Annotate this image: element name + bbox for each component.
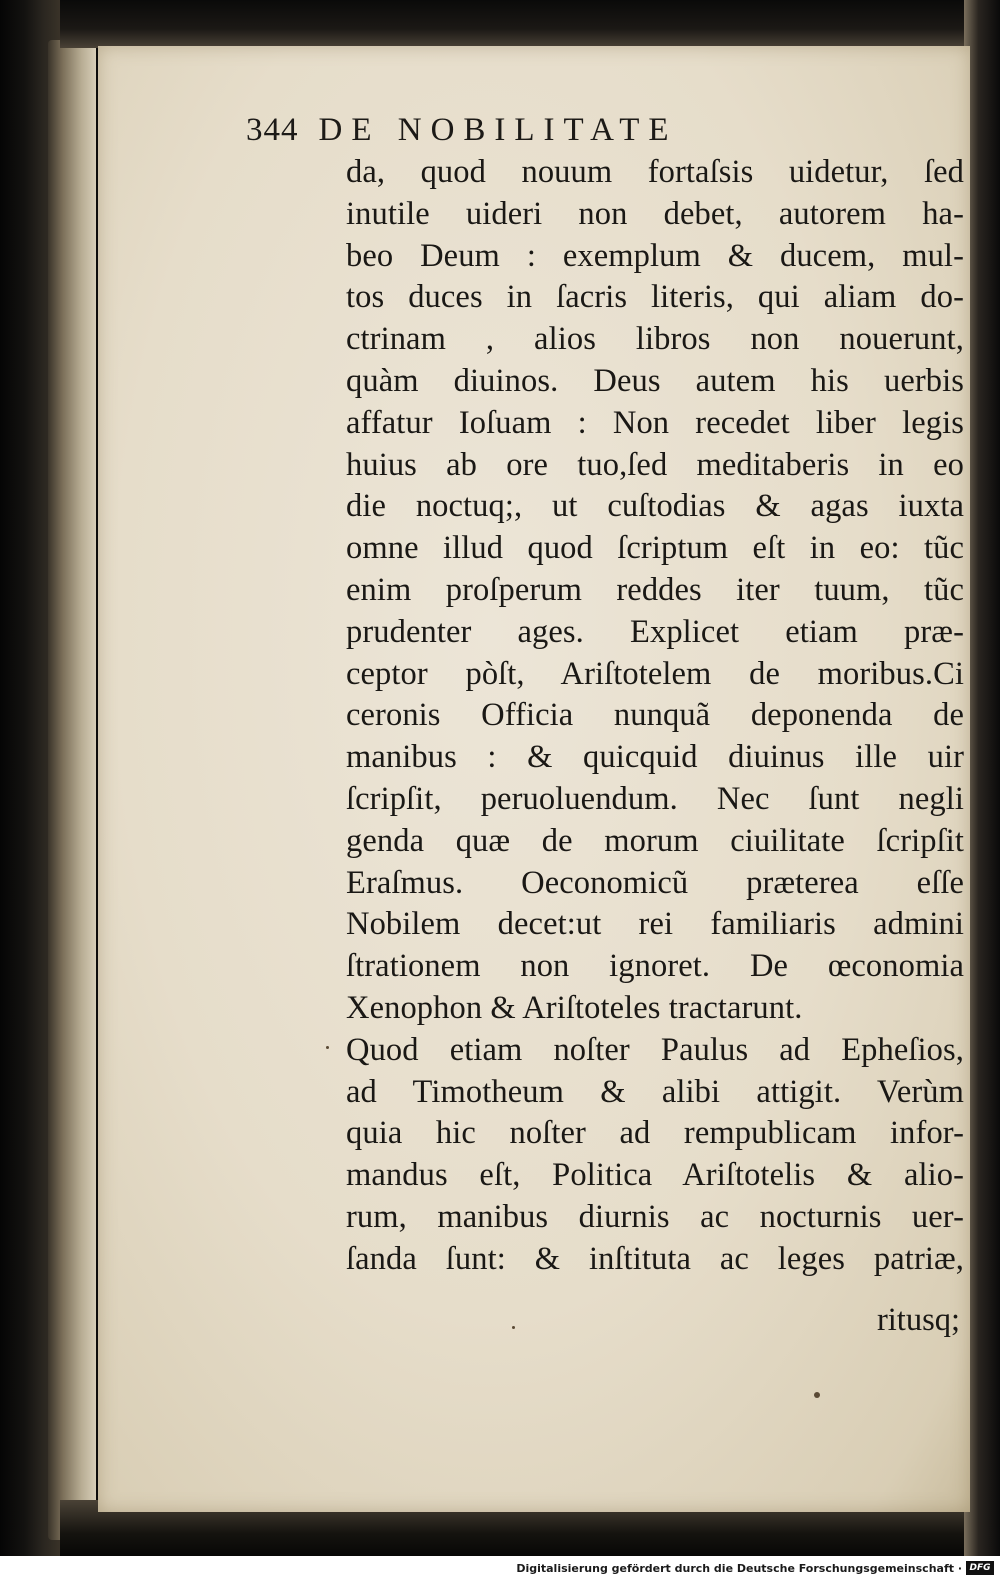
text-line: ceronis Officia nunquã deponenda de [346,697,964,734]
text-line: affatur Ioſuam : Non recedet liber legis [346,404,964,441]
paper-speck [814,1392,820,1398]
digitization-credit: Digitalisierung gefördert durch die Deutsche Forschungsgemeinschaft · [516,1562,962,1575]
text-line: enim proſperum reddes iter tuum, tũc [346,571,964,608]
text-line: Nobilem decet:ut rei familiaris admini [346,906,964,943]
text-line: mandus eſt, Politica Ariſtotelis & alio- [346,1157,964,1194]
text-line: huius ab ore tuo,ſed meditaberis in eo [346,446,964,483]
text-line: ctrinam , alios libros non nouerunt, [346,321,964,358]
text-line: Eraſmus. Oeconomicũ præterea eſſe [346,864,964,901]
catchword: ritusq; [876,1302,960,1338]
text-line: quàm diuinos. Deus autem his uerbis [346,362,964,399]
text-line: tos duces in ſacris literis, qui aliam do- [346,279,964,316]
text-line: die noctuq;, ut cuſtodias & agas iuxta [346,488,964,525]
text-line: manibus : & quicquid diuinus ille uir [346,739,964,776]
text-line: ad Timotheum & alibi attigit. Verùm [346,1073,964,1110]
text-line: ſtrationem non ignoret. De œconomia [346,948,964,985]
text-line: prudenter ages. Explicet etiam præ- [346,613,964,650]
text-line: quia hic noſter ad rempublicam infor- [346,1115,964,1152]
text-line: ſcripſit, peruoluendum. Nec ſunt negli [346,780,964,817]
text-line: genda quæ de morum ciuilitate ſcripſit [346,822,964,859]
text-line: rum, manibus diurnis ac nocturnis uer- [346,1198,964,1235]
text-line: omne illud quod ſcriptum eſt in eo: tũc [346,530,964,567]
page-stack-edge [48,40,96,1540]
text-line: beo Deum : exemplum & ducem, mul- [346,237,964,274]
running-head-title: DE NOBILITATE [318,112,678,148]
text-line: da, quod nouum fortaſsis uidetur, ſed [346,154,964,190]
paper-speck [512,1326,515,1329]
text-line: inutile uideri non debet, autorem ha- [346,195,964,232]
scan-top-edge [60,0,970,48]
dfg-logo: DFG [966,1561,994,1575]
paper-speck [326,1046,329,1049]
text-line: ſanda ſunt: & inſtituta ac leges patriæ, [346,1240,964,1277]
text-line: ceptor pòſt, Ariſtotelem de moribus.Ci [346,655,964,692]
running-head [246,112,906,149]
body-text [346,152,964,1281]
page-number: 344 [246,112,299,148]
text-line: Xenophon & Ariſtoteles tractarunt. [346,989,803,1026]
text-line: Quod etiam noſter Paulus ad Epheſios, [346,1031,964,1068]
